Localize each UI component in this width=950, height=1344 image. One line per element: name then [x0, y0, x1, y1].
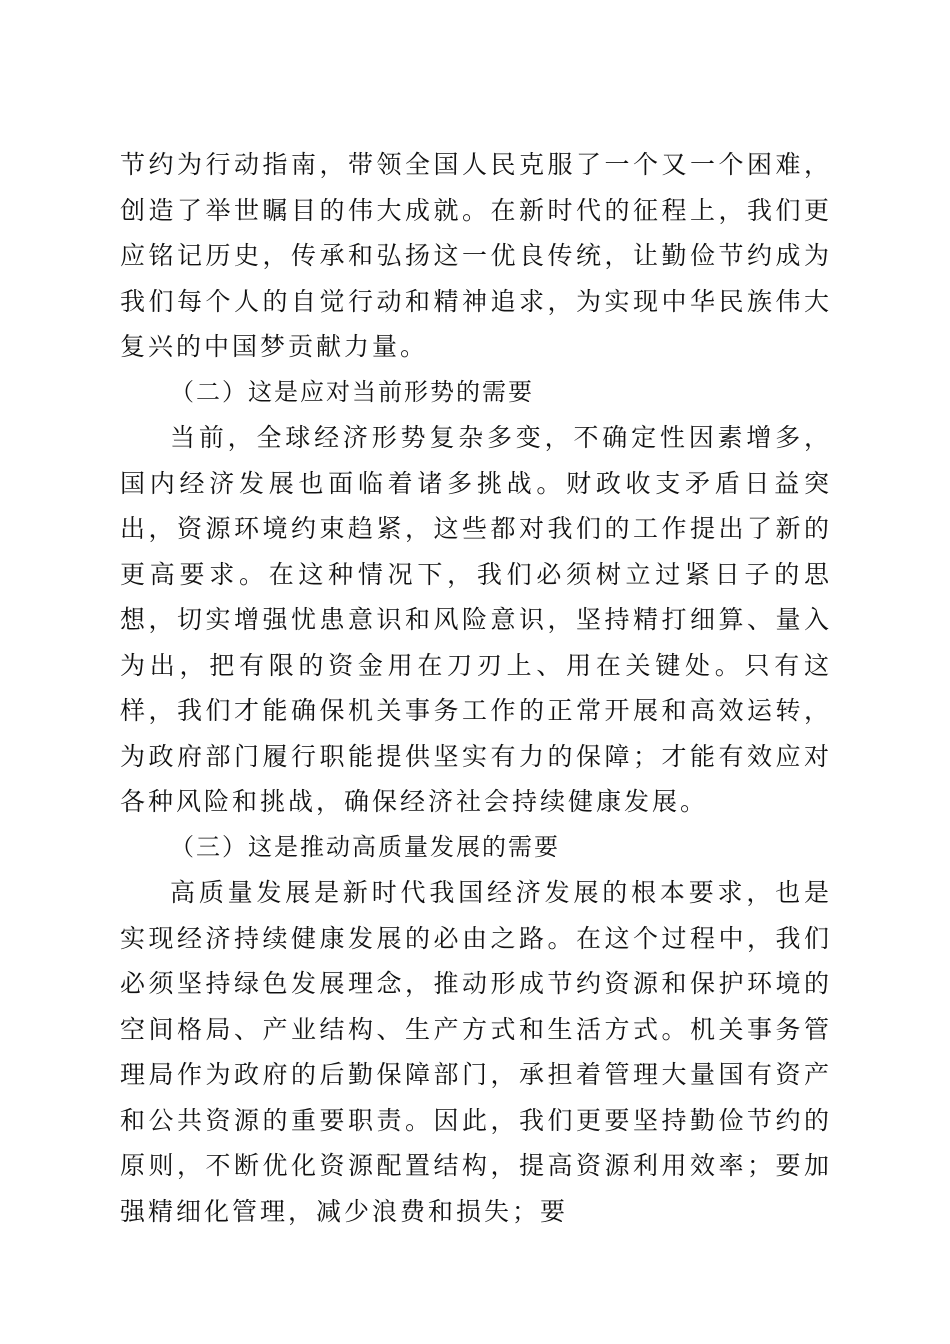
section-heading-2: （二）这是应对当前形势的需要 — [170, 377, 534, 406]
paragraph-continued: 节约为行动指南，带领全国人民克服了一个又一个困难，创造了举世瞩目的伟大成就。在新时代的征程上，我们更应铭记历史，传承和弘扬这一优良传统，让勤俭节约成为我们每个人的自觉行动和精神追求，为实现中华民族伟大复兴的中国梦贡献力量。 — [120, 150, 832, 361]
paragraph-section-3: 高质量发展是新时代我国经济发展的根本要求，也是实现经济持续健康发展的必由之路。在这个过程中，我们必须坚持绿色发展理念，推动形成节约资源和保护环境的空间格局、产业结构、生产方式和生活方式。机关事务管理局作为政府的后勤保障部门，承担着管理大量国有资产和公共资源的重要职责。因此，我们更要坚持勤俭节约的原则，不断优化资源配置结构，提高资源利用效率；要加强精细化管理，减少浪费和损失；要 — [120, 878, 832, 1226]
document-body — [120, 142, 832, 1234]
paragraph-section-2: 当前，全球经济形势复杂多变，不确定性因素增多，国内经济发展也面临着诸多挑战。财政收支矛盾日益突出，资源环境约束趋紧，这些都对我们的工作提出了新的更高要求。在这种情况下，我们必须树立过紧日子的思想，切实增强忧患意识和风险意识，坚持精打细算、量入为出，把有限的资金用在刀刃上、用在关键处。只有这样，我们才能确保机关事务工作的正常开展和高效运转，为政府部门履行职能提供坚实有力的保障；才能有效应对各种风险和挑战，确保经济社会持续健康发展。 — [120, 423, 832, 816]
section-heading-3: （三）这是推动高质量发展的需要 — [170, 832, 560, 861]
